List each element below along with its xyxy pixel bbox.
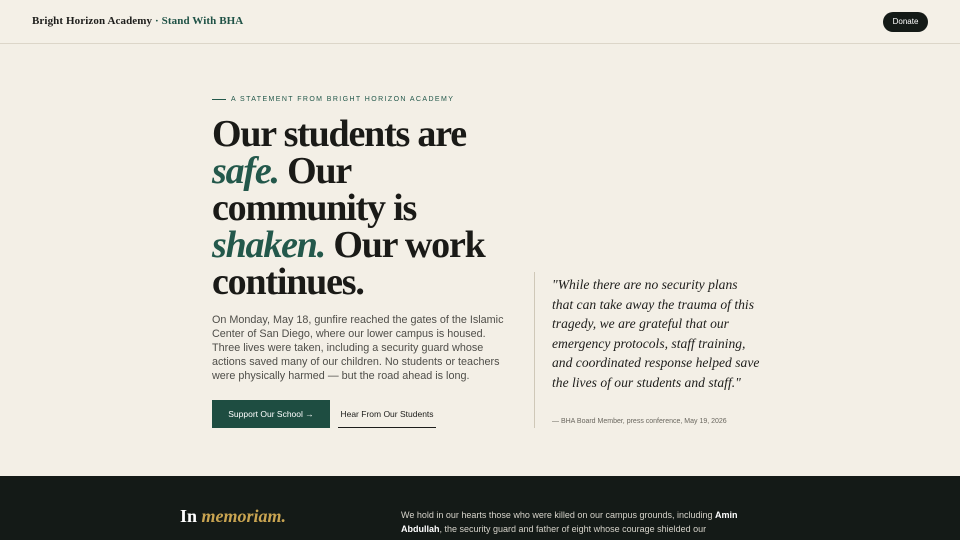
hero-headline xyxy=(212,113,512,303)
headline-part-2: Our community is xyxy=(212,150,417,229)
quote-text: "While there are no security plans that can take away the trauma of this tragedy, we are grateful that our emergency protocols, staff training, and coordinated response helped save the lives of our students and staff." xyxy=(552,277,760,390)
brand-tagline: Stand With BHA xyxy=(161,15,244,27)
support-our-school-button[interactable]: Support Our School → xyxy=(212,400,330,428)
eyebrow-rule xyxy=(212,99,226,100)
quote-citation: — BHA Board Member, press conference, May 19, 2026 xyxy=(552,418,727,425)
headline-emphasis-safe: safe. xyxy=(212,150,279,192)
brand-separator: · xyxy=(155,15,159,27)
memoriam-section xyxy=(0,476,960,540)
memoriam-title xyxy=(180,506,286,527)
memoriam-title-plain: In xyxy=(180,506,202,526)
hear-from-students-link[interactable]: Hear From Our Students xyxy=(338,400,436,428)
statement-eyebrow xyxy=(212,96,454,103)
memoriam-text-before: We hold in our hearts those who were killed on our campus grounds, including xyxy=(401,510,716,520)
site-brand[interactable] xyxy=(32,15,243,27)
memoriam-text xyxy=(401,508,741,536)
headline-part-3: Our work continues. xyxy=(212,224,485,303)
pull-quote xyxy=(534,272,764,428)
memoriam-text-after: , the security guard and father of eight whose courage shielded our xyxy=(439,524,707,534)
donate-button[interactable]: Donate xyxy=(883,12,928,32)
brand-name: Bright Horizon Academy xyxy=(32,15,153,27)
memoriam-honoree-name: Amin Abdullah xyxy=(401,510,738,534)
headline-emphasis-shaken: shaken. xyxy=(212,224,326,266)
hero-lede: On Monday, May 18, gunfire reached the gates of the Islamic Center of San Diego, where our lower campus is housed. Three lives were taken, including a security guard whose actions saved many of our children. No students or teachers were physically harmed — but the road ahead is long. xyxy=(212,314,504,382)
headline-part-1: Our students are xyxy=(212,113,466,155)
top-navigation-bar xyxy=(0,0,960,44)
eyebrow-text: A STATEMENT FROM BRIGHT HORIZON ACADEMY xyxy=(231,96,455,103)
memoriam-title-emphasis: memoriam. xyxy=(201,506,287,526)
